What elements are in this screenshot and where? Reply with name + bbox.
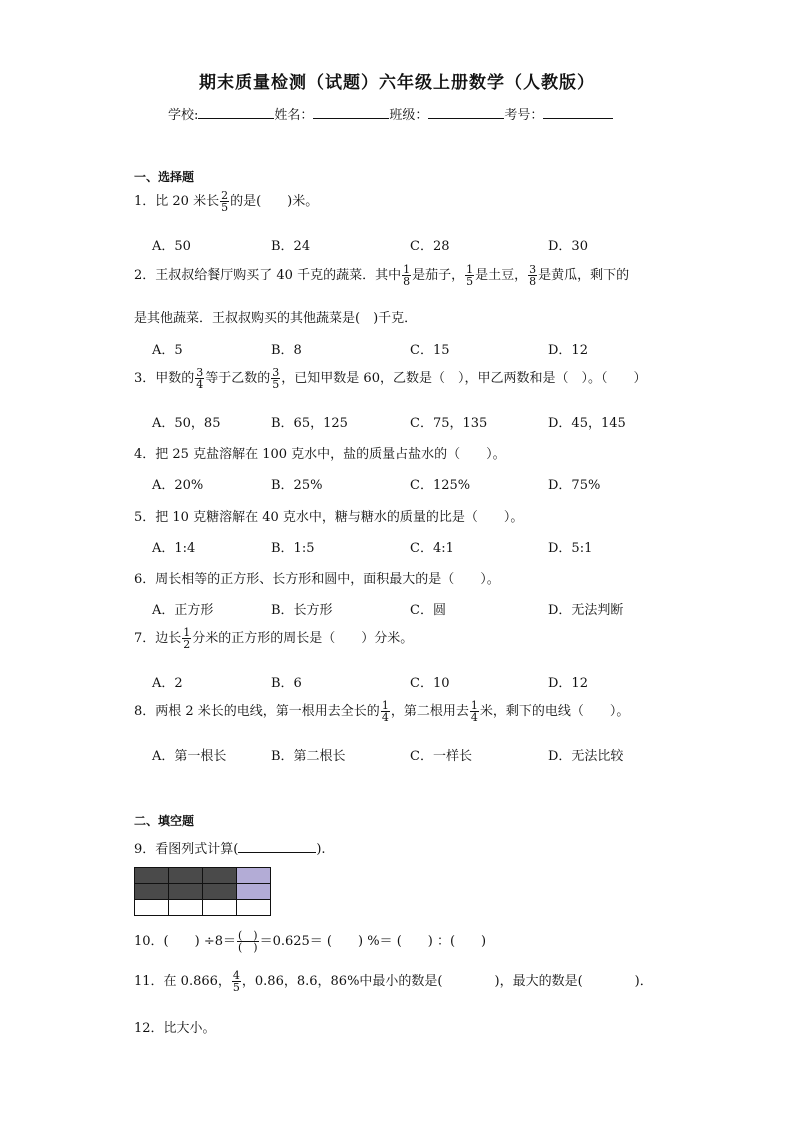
grid-cell-empty: [169, 900, 203, 916]
q7-frac-den: 2: [183, 638, 191, 651]
q4-option-b[interactable]: B．25%: [271, 478, 323, 493]
q8-text-post: 米，剩下的电线（ ）。: [479, 704, 630, 719]
q11-frac-den: 5: [232, 981, 240, 994]
q2-frac1-den: 8: [403, 275, 411, 288]
question-8: [134, 700, 629, 723]
q10-fraction: [237, 930, 259, 953]
q10-text-post: ＝0.625＝ ( ) %＝ ( ) ：( ): [259, 934, 487, 949]
q11-text-post: ，0.86，8.6，86%中最小的数是( )，最大的数是( )．: [241, 974, 653, 989]
q5-option-c[interactable]: C．4:1: [410, 541, 454, 556]
q8-option-c[interactable]: C．一样长: [410, 749, 472, 764]
q8-option-a[interactable]: A．第一根长: [152, 749, 227, 764]
question-12: 12．比大小。: [134, 1021, 216, 1036]
q11-fraction: [232, 970, 241, 993]
q8-fraction-1: [381, 700, 390, 723]
number-label: 考号：: [504, 108, 544, 123]
q4-option-d[interactable]: D．75%: [548, 478, 601, 493]
q6-option-a[interactable]: A．正方形: [152, 603, 214, 618]
q7-frac-num: 1: [183, 626, 191, 639]
q10-frac-num: ( ): [237, 929, 258, 942]
q11-frac-num: 4: [232, 969, 240, 982]
q11-text-pre: 11．在 0.866，: [134, 974, 231, 989]
q2-text-pre: 2．王叔叔给餐厅购买了 40 千克的蔬菜．其中: [134, 268, 402, 283]
question-1: [134, 190, 318, 213]
q5-option-d[interactable]: D．5:1: [548, 541, 593, 556]
q2-text-mid1: 是茄子，: [412, 268, 465, 283]
q3-frac2-num: 3: [272, 366, 280, 379]
q8-text-pre: 8．两根 2 米长的电线，第一根用去全长的: [134, 704, 380, 719]
class-label: 班级：: [389, 108, 429, 123]
q2-option-d[interactable]: D．12: [548, 343, 588, 358]
student-info-line: [168, 104, 613, 123]
q8-fraction-2: [470, 700, 479, 723]
q2-option-c[interactable]: C．15: [410, 343, 450, 358]
q2-frac3-num: 3: [529, 263, 537, 276]
q3-fraction-2: [271, 367, 280, 390]
q8-frac2-den: 4: [470, 711, 478, 724]
q8-option-b[interactable]: B．第二根长: [271, 749, 346, 764]
q2-option-b[interactable]: B．8: [271, 343, 302, 358]
grid-cell-shaded: [203, 868, 237, 884]
number-blank[interactable]: [543, 104, 613, 119]
page-title: 期末质量检测（试题）六年级上册数学（人教版）: [199, 73, 595, 93]
grid-cell-light: [237, 868, 271, 884]
name-label: 姓名：: [274, 108, 314, 123]
question-2: [134, 264, 629, 287]
q3-fraction-1: [195, 367, 204, 390]
q3-option-d[interactable]: D．45，145: [548, 416, 626, 431]
q2-line-2: 是其他蔬菜．王叔叔购买的其他蔬菜是( )千克．: [134, 311, 418, 326]
q3-option-c[interactable]: C．75，135: [410, 416, 488, 431]
q3-text-mid: 等于乙数的: [205, 371, 271, 386]
q3-frac1-num: 3: [196, 366, 204, 379]
grid-cell-shaded: [135, 868, 169, 884]
q2-text-post: 是黄瓜，剩下的: [538, 268, 630, 283]
q2-frac2-num: 1: [466, 263, 474, 276]
q1-option-d[interactable]: D．30: [548, 239, 588, 254]
q2-text-mid2: 是土豆，: [475, 268, 528, 283]
q7-option-b[interactable]: B．6: [271, 676, 302, 691]
question-7: [134, 627, 413, 650]
q9-answer-blank[interactable]: [238, 838, 316, 853]
q1-text-post: 的是( )米。: [230, 194, 319, 209]
question-6: 6．周长相等的正方形、长方形和圆中，面积最大的是（ ）。: [134, 572, 500, 587]
question-11: [134, 970, 653, 993]
q6-option-c[interactable]: C．圆: [410, 603, 446, 618]
q7-text-pre: 7．边长: [134, 631, 182, 646]
grid-cell-shaded: [169, 884, 203, 900]
q3-text-post: ，已知甲数是 60，乙数是（ ），甲乙两数和是（ ）。（ ）: [281, 371, 647, 386]
q1-option-b[interactable]: B．24: [271, 239, 311, 254]
q3-frac2-den: 5: [272, 378, 280, 391]
q8-frac1-num: 1: [381, 699, 389, 712]
question-10: [134, 930, 486, 953]
q3-option-a[interactable]: A．50，85: [152, 416, 221, 431]
q10-text-pre: 10．( ) ÷8＝: [134, 934, 236, 949]
q2-fraction-2: [465, 264, 474, 287]
q1-frac-num: 2: [221, 189, 229, 202]
question-5: 5．把 10 克糖溶解在 40 克水中，糖与糖水的质量的比是（ ）。: [134, 510, 524, 525]
q2-frac2-den: 5: [466, 275, 474, 288]
q9-fraction-grid: [134, 867, 271, 916]
q5-option-a[interactable]: A．1:4: [152, 541, 196, 556]
q1-frac-den: 5: [221, 201, 229, 214]
q8-text-mid: ，第二根用去: [390, 704, 469, 719]
q5-option-b[interactable]: B．1:5: [271, 541, 315, 556]
q2-option-a[interactable]: A．5: [152, 343, 183, 358]
q7-option-c[interactable]: C．10: [410, 676, 450, 691]
grid-cell-empty: [237, 900, 271, 916]
section-heading-fill: 二、填空题: [134, 814, 195, 828]
q1-text-pre: 1．比 20 米长: [134, 194, 220, 209]
question-9: [134, 838, 326, 857]
name-blank[interactable]: [313, 104, 389, 119]
q6-option-d[interactable]: D．无法判断: [548, 603, 624, 618]
q8-option-d[interactable]: D．无法比较: [548, 749, 624, 764]
q7-option-d[interactable]: D．12: [548, 676, 588, 691]
q2-frac1-num: 1: [403, 263, 411, 276]
q9-text-post: ).: [316, 842, 326, 857]
q2-fraction-1: [402, 264, 411, 287]
question-4: 4．把 25 克盐溶解在 100 克水中，盐的质量占盐水的（ ）。: [134, 447, 506, 462]
q2-fraction-3: [528, 264, 537, 287]
q9-text-pre: 9．看图列式计算(: [134, 842, 239, 857]
school-blank[interactable]: [198, 104, 274, 119]
q1-option-c[interactable]: C．28: [410, 239, 450, 254]
q3-frac1-den: 4: [196, 378, 204, 391]
q6-option-b[interactable]: B．长方形: [271, 603, 333, 618]
q4-option-c[interactable]: C．125%: [410, 478, 471, 493]
q10-frac-den: ( ): [237, 941, 258, 954]
q7-text-post: 分米的正方形的周长是（ ）分米。: [192, 631, 414, 646]
grid-cell-shaded: [135, 884, 169, 900]
question-3: [134, 367, 646, 390]
q1-fraction: [220, 190, 229, 213]
q8-frac2-num: 1: [470, 699, 478, 712]
q3-text-pre: 3．甲数的: [134, 371, 195, 386]
q1-option-a[interactable]: A．50: [152, 239, 191, 254]
grid-cell-shaded: [203, 884, 237, 900]
class-blank[interactable]: [428, 104, 504, 119]
grid-cell-light: [237, 884, 271, 900]
section-heading-choice: 一、选择题: [134, 170, 195, 184]
q8-frac1-den: 4: [381, 711, 389, 724]
q7-fraction: [182, 627, 191, 650]
grid-cell-empty: [203, 900, 237, 916]
grid-cell-shaded: [169, 868, 203, 884]
q2-frac3-den: 8: [529, 275, 537, 288]
q3-option-b[interactable]: B．65，125: [271, 416, 348, 431]
grid-cell-empty: [135, 900, 169, 916]
school-label: 学校:: [168, 108, 199, 123]
q7-option-a[interactable]: A．2: [152, 676, 183, 691]
q4-option-a[interactable]: A．20%: [152, 478, 204, 493]
